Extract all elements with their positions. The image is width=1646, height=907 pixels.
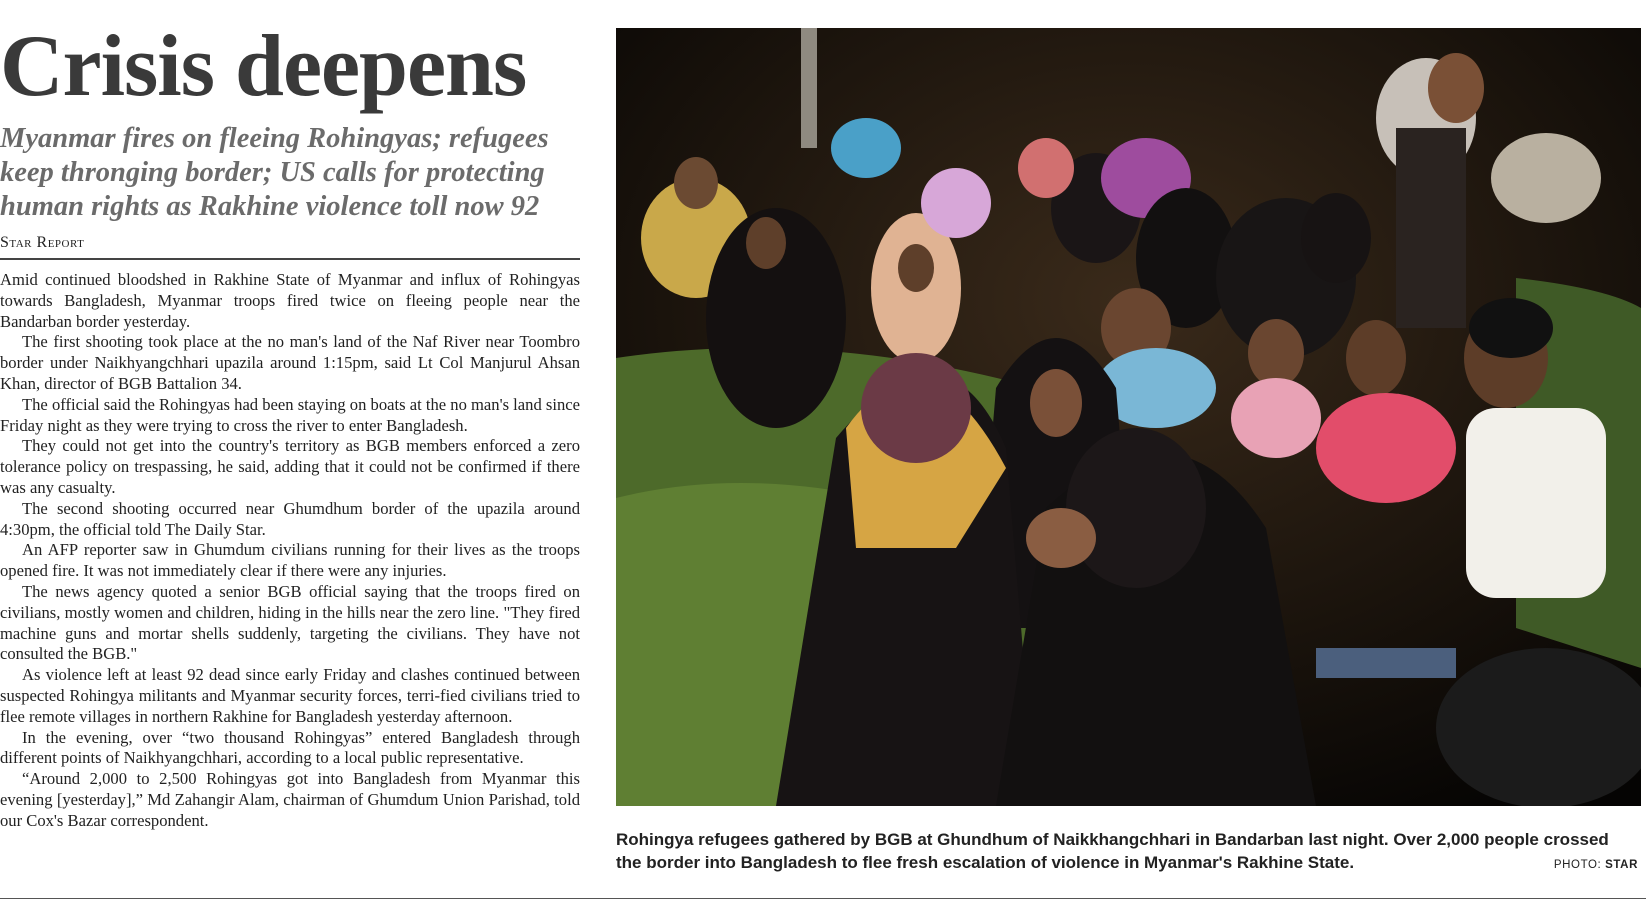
paragraph: The news agency quoted a senior BGB official saying that the troops fired on civilians, mostly women and children, hiding in the hills near the zero line. "They fired machine guns and mortar shells suddenly, targeting the civilians. They have not consulted the BGB." <box>0 581 580 664</box>
paragraph: As violence left at least 92 dead since early Friday and clashes continued between suspected Rohingya militants and Myanmar security forces, terri-fied civilians tried to flee remote villages in northern Rakhine for Bangladesh yesterday afternoon. <box>0 665 580 726</box>
news-photo <box>616 28 1641 806</box>
photo-caption: Rohingya refugees gathered by BGB at Ghundhum of Naikkhangchhari in Bandarban last night. Over 2,000 people crossed the border into Bangladesh to flee fresh escalation of violence in Myanmar's Rakhine State. <box>616 830 1609 872</box>
paragraph: The official said the Rohingyas had been staying on boats at the no man's land since Friday night as they were trying to cross the river to enter Bangladesh. <box>0 394 580 435</box>
paragraph: An AFP reporter saw in Ghumdum civilians running for their lives as the troops opened fire. It was not immediately clear if there were any injuries. <box>0 540 580 581</box>
article-body <box>0 270 580 832</box>
photo-credit-prefix: PHOTO: <box>1553 859 1606 871</box>
paragraph: In the evening, over “two thousand Rohingyas” entered Bangladesh through different points of Naikhyangchhari, according to a local public representative. <box>0 727 580 768</box>
paragraph: They could not get into the country's territory as BGB members enforced a zero tolerance policy on trespassing, he said, adding that it could not be confirmed if there was any casualty. <box>0 436 580 497</box>
deck-subheadline: Myanmar fires on fleeing Rohingyas; refugees keep thronging border; US calls for protecting human rights as Rakhine violence toll now 92 <box>0 123 549 222</box>
paragraph: “Around 2,000 to 2,500 Rohingyas got into Bangladesh from Myanmar this evening [yesterday],” Md Zahangir Alam, chairman of Ghumdum Union Parishad, told our Cox's Bazar correspondent. <box>0 769 580 830</box>
paragraph: The first shooting took place at the no man's land of the Naf River near Toombro border under Naikhyangchhari upazila around 1:15pm, said Lt Col Manjurul Ahsan Khan, director of BGB Battalion 34. <box>0 332 580 393</box>
photo-credit <box>1554 859 1638 871</box>
photo-credit-source: STAR <box>1605 859 1638 871</box>
byline-rule <box>0 258 580 260</box>
article-column <box>0 0 580 907</box>
page-bottom-rule <box>0 898 1646 899</box>
paragraph: The second shooting occurred near Ghumdhum border of the upazila around 4:30pm, the official told The Daily Star. <box>0 498 580 539</box>
byline: Star Report <box>0 234 85 251</box>
refugees-photo-illustration <box>616 28 1641 806</box>
paragraph: Amid continued bloodshed in Rakhine State of Myanmar and influx of Rohingyas towards Bangladesh, Myanmar troops fired twice on fleeing people near the Bandarban border yesterday. <box>0 270 580 331</box>
headline: Crisis deepens <box>0 18 527 115</box>
